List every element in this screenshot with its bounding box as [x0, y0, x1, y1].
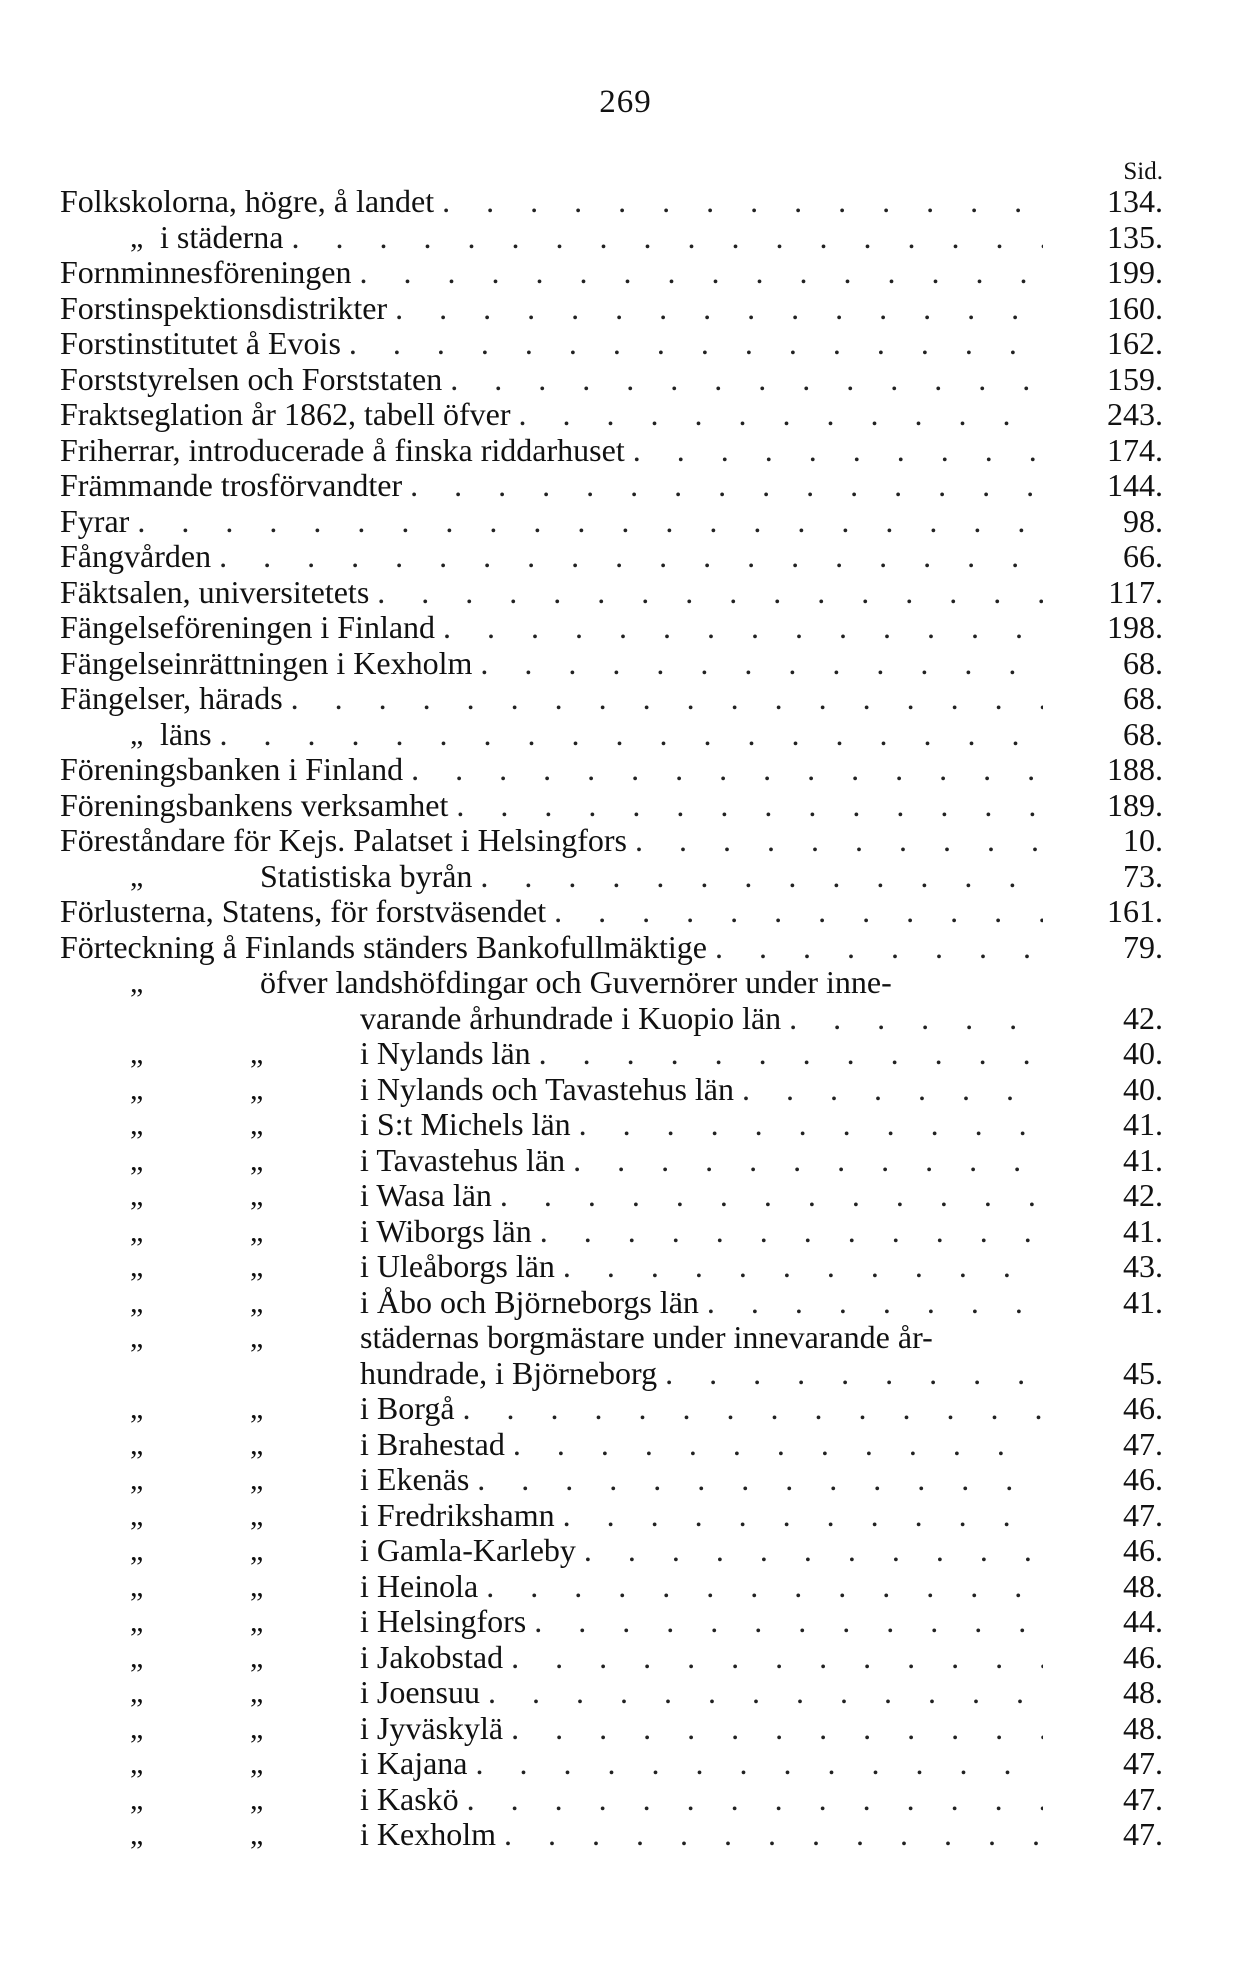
entry-page-number: 66.	[1123, 538, 1163, 574]
entry-page-number: 43.	[1123, 1248, 1163, 1284]
ditto-mark: „	[130, 1676, 144, 1709]
ditto-mark: „	[130, 1214, 144, 1248]
entry-page-number: 47.	[1123, 1745, 1163, 1781]
dot-leader	[434, 184, 1043, 220]
ditto-mark: „	[250, 1463, 264, 1496]
dot-leader	[571, 1107, 1043, 1143]
index-entry	[60, 1178, 1163, 1214]
ditto-mark: „	[250, 1143, 264, 1177]
ditto-mark: „	[130, 1711, 144, 1745]
index-entry	[60, 220, 1163, 256]
entry-title: i Heinola	[360, 1567, 479, 1604]
index-entry	[60, 1711, 1163, 1747]
entry-page-number: 73.	[1123, 857, 1163, 894]
entry-page-number: 46.	[1123, 1461, 1163, 1497]
index-entry	[60, 1356, 1163, 1392]
ditto-mark: „	[130, 1427, 144, 1461]
entry-title: i Brahestad	[360, 1425, 505, 1462]
dot-leader	[503, 1711, 1043, 1747]
dot-leader	[555, 1498, 1043, 1534]
entry-title: i Uleåborgs län	[360, 1248, 555, 1284]
index-entry	[60, 1498, 1163, 1534]
entry-title: hundrade, i Björneborg	[360, 1354, 658, 1391]
ditto-mark: „	[130, 1782, 144, 1816]
entry-page-number: 40.	[1123, 1035, 1163, 1071]
dot-leader	[781, 1001, 1043, 1037]
dot-leader	[472, 859, 1043, 895]
index-entry	[60, 1533, 1163, 1569]
dot-leader	[532, 1214, 1043, 1250]
index-entry	[60, 1001, 1163, 1037]
index-entry	[60, 1640, 1163, 1676]
entry-title: Fångvården	[60, 538, 212, 574]
entry-title: Förteckning å Finlands ständers Bankofullmäktige	[60, 928, 707, 965]
page-column-header: Sid.	[1123, 158, 1163, 185]
index-entry	[60, 255, 1163, 291]
index-entry	[60, 610, 1163, 646]
entry-title: Föreningsbankens verksamhet	[60, 786, 449, 823]
index-entry	[60, 681, 1163, 717]
entry-page-number: 46.	[1123, 1390, 1163, 1426]
ditto-mark: „	[130, 1108, 144, 1141]
index-entry	[60, 788, 1163, 824]
dot-leader	[531, 1036, 1043, 1072]
dot-leader	[734, 1072, 1043, 1108]
entry-title: Fängelser, härads	[60, 680, 283, 716]
ditto-mark: „	[130, 1605, 144, 1638]
dot-leader	[387, 291, 1043, 327]
entry-title: Fraktseglation år 1862, tabell öfver	[60, 396, 511, 432]
index-entry	[60, 1675, 1163, 1711]
entry-page-number: 42.	[1123, 999, 1163, 1036]
entry-page-number: 98.	[1123, 502, 1163, 539]
entry-title: städernas borgmästare under innevarande år-	[360, 1319, 933, 1355]
entry-page-number: 174.	[1107, 431, 1163, 468]
entry-page-number: 199.	[1107, 254, 1163, 290]
entry-title: Folkskolorna, högre, å landet	[60, 183, 435, 219]
entry-title: i Fredrikshamn	[360, 1496, 555, 1533]
ditto-mark: „	[130, 1285, 144, 1319]
dot-leader	[503, 1640, 1043, 1676]
index-entry	[60, 1569, 1163, 1605]
index-entry	[60, 468, 1163, 504]
dot-leader	[468, 1746, 1044, 1782]
entry-title: i Kexholm	[360, 1816, 496, 1852]
index-entry	[60, 1320, 1163, 1356]
ditto-mark: „	[130, 1498, 144, 1532]
index-entry	[60, 646, 1163, 682]
entry-page-number: 160.	[1107, 289, 1163, 326]
entry-page-number: 48.	[1123, 1674, 1163, 1710]
dot-leader	[657, 1356, 1043, 1392]
entry-title: i Nylands län	[360, 1035, 531, 1071]
ditto-mark: „	[130, 717, 144, 751]
entry-page-number: 47.	[1123, 1780, 1163, 1817]
ditto-mark: „	[250, 1427, 264, 1461]
ditto-mark: „	[250, 1711, 264, 1745]
ditto-mark: „	[130, 220, 144, 254]
entry-page-number: 135.	[1107, 218, 1163, 255]
entry-title: Forststyrelsen och Forststaten	[60, 360, 443, 397]
entry-page-number: 161.	[1107, 893, 1163, 929]
ditto-mark: „	[250, 1285, 264, 1319]
dot-leader	[555, 1249, 1043, 1285]
entry-page-number: 79.	[1123, 928, 1163, 965]
entry-title: läns	[160, 715, 212, 752]
ditto-mark: „	[130, 859, 144, 893]
ditto-mark: „	[250, 1214, 264, 1248]
entry-page-number: 117.	[1108, 573, 1163, 610]
ditto-mark: „	[250, 1072, 264, 1106]
entry-page-number: 44.	[1123, 1603, 1163, 1639]
ditto-mark: „	[250, 1250, 264, 1283]
dot-leader	[707, 930, 1043, 966]
index-entry	[60, 930, 1163, 966]
dot-leader	[283, 681, 1043, 717]
dot-leader	[576, 1533, 1043, 1569]
entry-title: i Kaskö	[360, 1780, 459, 1817]
dot-leader	[448, 788, 1043, 824]
entry-page-number: 68.	[1123, 715, 1163, 752]
entry-page-number: 188.	[1107, 751, 1163, 787]
entry-page-number: 46.	[1123, 1532, 1163, 1568]
entry-title: Förlusterna, Statens, för forstväsendet	[60, 893, 547, 929]
entry-title: i Gamla-Karleby	[360, 1532, 576, 1568]
dot-leader	[369, 575, 1043, 611]
index-entry	[60, 433, 1163, 469]
entry-title: i Helsingfors	[360, 1603, 527, 1639]
ditto-mark: „	[250, 1392, 264, 1425]
entry-page-number: 47.	[1123, 1496, 1163, 1533]
ditto-mark: „	[130, 1818, 144, 1851]
dot-leader	[627, 823, 1043, 859]
index-entry	[60, 1107, 1163, 1143]
dot-leader	[526, 1604, 1043, 1640]
index-entry	[60, 717, 1163, 753]
dot-leader	[455, 1391, 1043, 1427]
entry-page-number: 134.	[1107, 183, 1163, 219]
entry-page-number: 144.	[1107, 467, 1163, 503]
ditto-mark: „	[130, 1640, 144, 1674]
entry-page-number: 10.	[1123, 822, 1163, 858]
index-entry	[60, 1782, 1163, 1818]
entry-page-number: 68.	[1123, 644, 1163, 681]
ditto-mark: „	[130, 1037, 144, 1070]
entry-page-number: 45.	[1123, 1354, 1163, 1391]
entry-title: i Wasa län	[360, 1177, 492, 1213]
ditto-mark: „	[130, 1250, 144, 1283]
entry-page-number: 48.	[1123, 1567, 1163, 1604]
ditto-mark: „	[130, 1534, 144, 1567]
entry-title: öfver landshöfdingar och Guvernörer under inne-	[260, 964, 892, 1000]
ditto-mark: „	[250, 1782, 264, 1816]
entry-page-number: 243.	[1107, 396, 1163, 432]
entry-title: Forstinstitutet å Evois	[60, 325, 341, 361]
entry-page-number: 159.	[1107, 360, 1163, 397]
dot-leader	[565, 1143, 1043, 1179]
ditto-mark: „	[250, 1037, 264, 1070]
index-entry	[60, 1214, 1163, 1250]
dot-leader	[435, 610, 1043, 646]
ditto-mark: „	[130, 1747, 144, 1780]
entry-page-number: 198.	[1107, 609, 1163, 645]
entry-title: i Jyväskylä	[360, 1709, 504, 1746]
ditto-mark: „	[130, 1072, 144, 1106]
index-entry	[60, 965, 1163, 1001]
entry-page-number: 41.	[1123, 1106, 1163, 1142]
dot-leader	[211, 539, 1043, 575]
index-entry	[60, 1746, 1163, 1782]
entry-title: Främmande trosförvandter	[60, 467, 403, 503]
dot-leader	[402, 468, 1043, 504]
ditto-mark: „	[250, 1498, 264, 1532]
dot-leader	[546, 894, 1043, 930]
index-entry	[60, 1143, 1163, 1179]
index-entry	[60, 504, 1163, 540]
dot-leader	[492, 1178, 1043, 1214]
ditto-mark: „	[130, 1392, 144, 1425]
dot-leader	[284, 220, 1044, 256]
index-entry	[60, 326, 1163, 362]
entry-page-number: 41.	[1123, 1212, 1163, 1249]
dot-leader	[478, 1569, 1043, 1605]
entry-title: i Borgå	[360, 1390, 455, 1426]
entry-page-number: 40.	[1123, 1070, 1163, 1107]
entry-title: i Kajana	[360, 1745, 468, 1781]
entry-title: Fornminnesföreningen	[60, 254, 352, 290]
entry-title: i S:t Michels län	[360, 1106, 571, 1142]
index-entry	[60, 184, 1163, 220]
ditto-mark: „	[250, 1108, 264, 1141]
dot-leader	[496, 1817, 1043, 1853]
dot-leader	[480, 1675, 1043, 1711]
ditto-mark: „	[130, 1179, 144, 1212]
index-entry	[60, 1817, 1163, 1853]
entry-title: Fängelseföreningen i Finland	[60, 609, 436, 645]
ditto-mark: „	[250, 1640, 264, 1674]
index-entry	[60, 1427, 1163, 1463]
entry-page-number: 68.	[1123, 680, 1163, 716]
index-entry	[60, 575, 1163, 611]
dot-leader	[625, 433, 1043, 469]
index-entry	[60, 1249, 1163, 1285]
dot-leader	[352, 255, 1044, 291]
ditto-mark: „	[130, 1569, 144, 1603]
entry-title: i Wiborgs län	[360, 1212, 532, 1249]
dot-leader	[469, 1462, 1043, 1498]
index-entry	[60, 1285, 1163, 1321]
index-entry	[60, 859, 1163, 895]
entry-title: Föreningsbanken i Finland	[60, 751, 404, 787]
entry-title: i Tavastehus län	[360, 1141, 566, 1178]
entry-title: varande århundrade i Kuopio län	[360, 999, 782, 1036]
entry-title: i Åbo och Björneborgs län	[360, 1283, 699, 1320]
ditto-mark: „	[250, 1747, 264, 1780]
entry-title: i Ekenäs	[360, 1461, 470, 1497]
entry-title: i Joensuu	[360, 1674, 480, 1710]
dot-leader	[442, 362, 1043, 398]
ditto-mark: „	[250, 1676, 264, 1709]
entry-page-number: 47.	[1123, 1816, 1163, 1852]
dot-leader	[505, 1427, 1043, 1463]
entry-page-number: 47.	[1123, 1425, 1163, 1462]
ditto-mark: „	[130, 1321, 144, 1354]
entry-title: Statistiska byrån	[260, 857, 473, 894]
dot-leader	[459, 1782, 1043, 1818]
ditto-mark: „	[250, 1569, 264, 1603]
entry-page-number: 189.	[1107, 786, 1163, 823]
index-entry	[60, 752, 1163, 788]
dot-leader	[341, 326, 1043, 362]
index-entry	[60, 397, 1163, 433]
dot-leader	[472, 646, 1043, 682]
entry-title: Friherrar, introducerade å finska riddarhuset	[60, 431, 625, 468]
entry-title: i Jakobstad	[360, 1638, 504, 1675]
index-entry	[60, 291, 1163, 327]
dot-leader	[129, 504, 1043, 540]
dot-leader	[403, 752, 1043, 788]
entry-page-number: 162.	[1107, 325, 1163, 361]
ditto-mark: „	[130, 1463, 144, 1496]
entry-title: Fängelseinrättningen i Kexholm	[60, 644, 473, 681]
index-entry	[60, 894, 1163, 930]
index-entry	[60, 1604, 1163, 1640]
dot-leader	[511, 397, 1043, 433]
page-number: 269	[599, 84, 652, 120]
ditto-mark: „	[250, 1534, 264, 1567]
entry-title: Fyrar	[60, 502, 130, 539]
ditto-mark: „	[250, 1605, 264, 1638]
index-entry	[60, 539, 1163, 575]
ditto-mark: „	[250, 1321, 264, 1354]
ditto-mark: „	[130, 966, 144, 999]
ditto-mark: „	[250, 1818, 264, 1851]
dot-leader	[212, 717, 1043, 753]
entry-title: Föreståndare för Kejs. Palatset i Helsingfors	[60, 822, 627, 858]
ditto-mark: „	[130, 1143, 144, 1177]
entry-page-number: 46.	[1123, 1638, 1163, 1675]
index-entry	[60, 362, 1163, 398]
index-entry	[60, 1036, 1163, 1072]
index-entry	[60, 823, 1163, 859]
entry-page-number: 48.	[1123, 1709, 1163, 1746]
entry-page-number: 42.	[1123, 1177, 1163, 1213]
entry-title: Forstinspektionsdistrikter	[60, 289, 388, 326]
index-entry	[60, 1072, 1163, 1108]
ditto-mark: „	[250, 1179, 264, 1212]
index-entry-list	[60, 184, 1163, 1853]
entry-page-number: 41.	[1123, 1283, 1163, 1320]
index-entry	[60, 1462, 1163, 1498]
dot-leader	[699, 1285, 1043, 1321]
entry-page-number: 41.	[1123, 1141, 1163, 1178]
index-entry	[60, 1391, 1163, 1427]
entry-title: Fäktsalen, universitetets	[60, 573, 370, 610]
entry-title: i Nylands och Tavastehus län	[360, 1070, 734, 1107]
entry-title: i städerna	[160, 218, 284, 255]
